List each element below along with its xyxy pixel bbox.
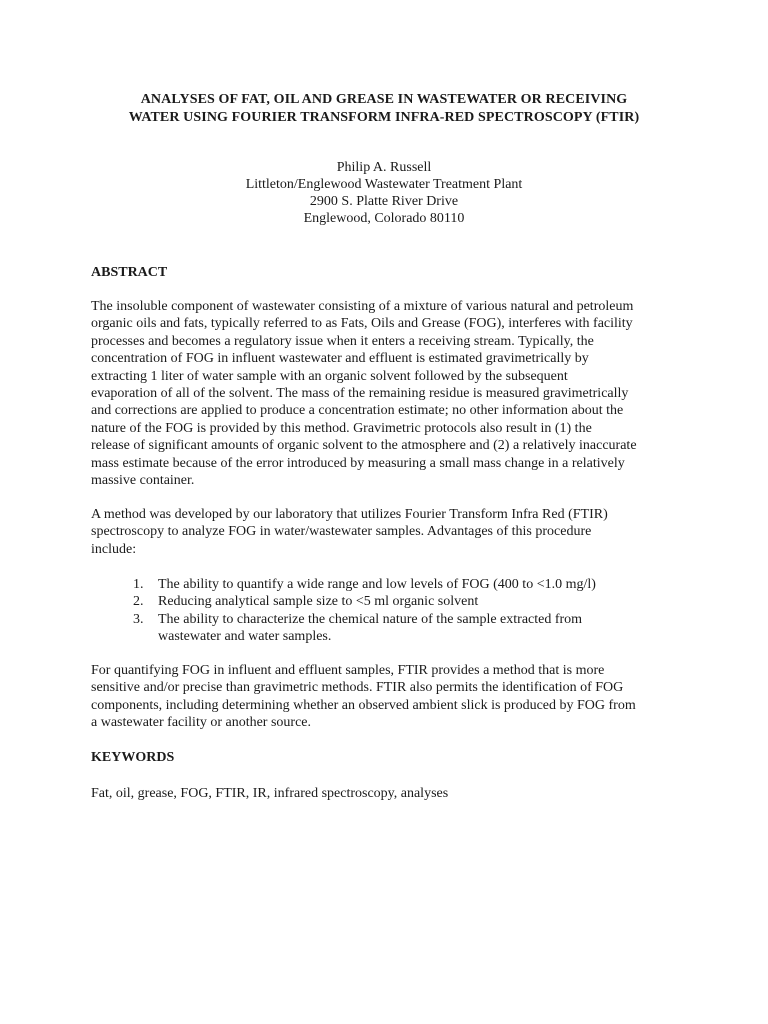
author-address-line-2: Englewood, Colorado 80110 bbox=[303, 211, 465, 226]
list-item bbox=[91, 611, 691, 646]
author-block bbox=[90, 159, 678, 227]
list-item bbox=[91, 593, 691, 610]
abstract-p2-line: include: bbox=[91, 541, 137, 557]
abstract-p1-line: and corrections are applied to produce a concentration estimate; no other information about the bbox=[91, 403, 624, 419]
list-item-number: 3. bbox=[133, 611, 144, 627]
abstract-p1-line: organic oils and fats, typically referred to as Fats, Oils and Grease (FOG), interferes with facility bbox=[91, 316, 633, 332]
author-name: Philip A. Russell bbox=[336, 160, 432, 175]
abstract-p2-line: spectroscopy to analyze FOG in water/wastewater samples. Advantages of this procedure bbox=[91, 524, 592, 540]
abstract-p1-line: nature of the FOG is provided by this method. Gravimetric protocols also result in (1) the bbox=[91, 420, 592, 436]
abstract-p3-line: sensitive and/or precise than gravimetric methods. FTIR also permits the identification of FOG bbox=[91, 680, 624, 696]
keywords-line: Fat, oil, grease, FOG, FTIR, IR, infrared spectroscopy, analyses bbox=[91, 786, 449, 801]
abstract-p1-line: concentration of FOG in influent wastewater and effluent is estimated gravimetrically by bbox=[91, 351, 589, 367]
abstract-p1-line: extracting 1 liter of water sample with an organic solvent followed by the subsequent bbox=[91, 368, 568, 384]
abstract-p3-line: a wastewater facility or another source. bbox=[91, 715, 312, 731]
list-item-text: The ability to characterize the chemical nature of the sample extracted from bbox=[158, 611, 583, 627]
abstract-p1-line: processes and becomes a regulatory issue when it enters a receiving stream. Typically, the bbox=[91, 333, 594, 349]
title-line-2: WATER USING FOURIER TRANSFORM INFRA-RED SPECTROSCOPY (FTIR) bbox=[128, 110, 640, 125]
list-item bbox=[91, 576, 691, 593]
abstract-p2-line: A method was developed by our laboratory that utilizes Fourier Transform Infra Red (FTIR) bbox=[91, 507, 608, 522]
list-item-text: Reducing analytical sample size to <5 ml organic solvent bbox=[158, 594, 479, 610]
paper-title bbox=[90, 91, 678, 127]
abstract-paragraph-2 bbox=[91, 506, 691, 558]
abstract-paragraph-3 bbox=[91, 662, 691, 732]
abstract-paragraph-1 bbox=[91, 298, 691, 489]
keywords-text bbox=[91, 785, 691, 802]
list-item-text: wastewater and water samples. bbox=[158, 629, 332, 645]
list-item-number: 2. bbox=[133, 594, 144, 610]
abstract-p1-line: massive container. bbox=[91, 473, 195, 489]
keywords-heading: KEYWORDS bbox=[91, 750, 175, 765]
abstract-p1-line: The insoluble component of wastewater consisting of a mixture of various natural and petroleum bbox=[91, 299, 634, 314]
abstract-p1-line: evaporation of all of the solvent. The mass of the remaining residue is measured gravimetrically bbox=[91, 386, 629, 402]
advantages-list bbox=[91, 576, 691, 646]
abstract-p3-line: components, including determining whether an observed ambient slick is produced by FOG from bbox=[91, 697, 636, 713]
list-item-number: 1. bbox=[133, 577, 144, 592]
title-line-1: ANALYSES OF FAT, OIL AND GREASE IN WASTEWATER OR RECEIVING bbox=[140, 92, 628, 107]
abstract-p3-line: For quantifying FOG in influent and effluent samples, FTIR provides a method that is more bbox=[91, 663, 605, 678]
abstract-heading: ABSTRACT bbox=[91, 265, 168, 280]
author-affiliation: Littleton/Englewood Wastewater Treatment Plant bbox=[245, 177, 523, 192]
abstract-p1-line: mass estimate because of the error introduced by measuring a small mass change in a relatively bbox=[91, 455, 625, 471]
abstract-p1-line: release of significant amounts of organic solvent to the atmosphere and (2) a relatively inaccurate bbox=[91, 438, 637, 454]
list-item-text: The ability to quantify a wide range and low levels of FOG (400 to <1.0 mg/l) bbox=[158, 577, 596, 592]
author-address-line-1: 2900 S. Platte River Drive bbox=[309, 194, 459, 209]
